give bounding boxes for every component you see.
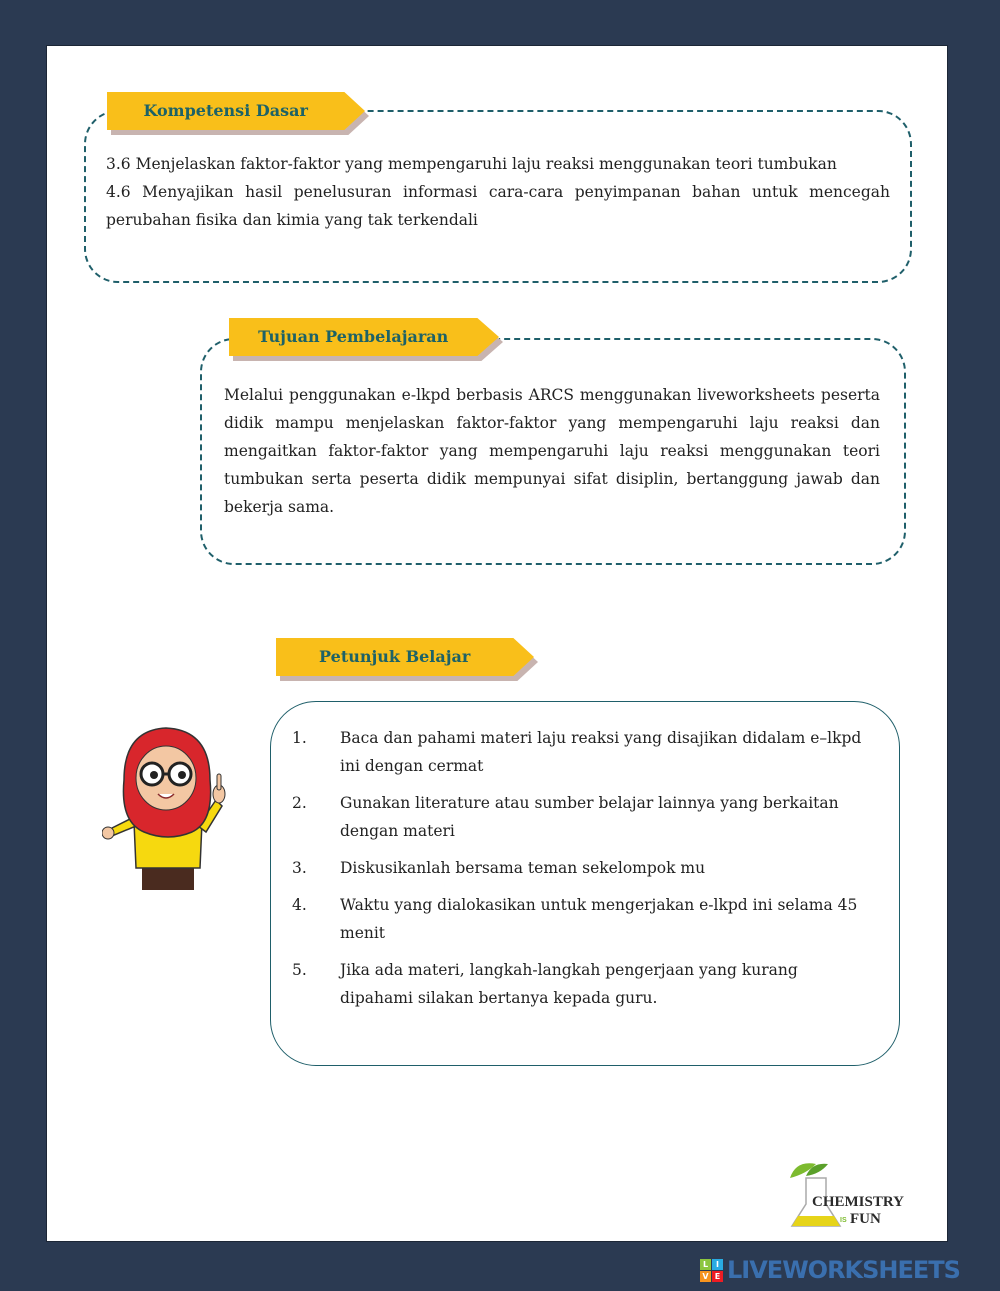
kompetensi-line-2: 4.6 Menyajikan hasil penelusuran informasi cara-cara penyimpanan bahan untuk mencegah perubahan fisika dan kimia yang tak terkendali xyxy=(106,183,890,229)
kompetensi-tag xyxy=(107,92,365,130)
petunjuk-title: Petunjuk Belajar xyxy=(319,647,471,666)
tujuan-title: Tujuan Pembelajaran xyxy=(258,327,449,346)
logo-chemistry-text: CHEMISTRY xyxy=(812,1194,904,1210)
kompetensi-line-1: 3.6 Menjelaskan faktor-faktor yang mempengaruhi laju reaksi menggunakan teori tumbukan xyxy=(106,155,837,173)
student-girl-illustration xyxy=(102,722,232,894)
watermark-text: LIVEWORKSHEETS xyxy=(727,1256,960,1284)
logo-fun-text: FUN xyxy=(850,1211,881,1227)
list-item: 1. Baca dan pahami materi laju reaksi yang disajikan didalam e–lkpd ini dengan cermat xyxy=(292,729,862,775)
petunjuk-tag xyxy=(276,638,534,676)
list-item: 3. Diskusikanlah bersama teman sekelompok mu xyxy=(292,859,706,877)
list-item: 5. Jika ada materi, langkah-langkah pengerjaan yang kurang dipahami silakan bertanya kepada guru. xyxy=(292,961,798,1007)
liveworksheets-watermark xyxy=(700,1256,960,1284)
list-item: 4. Waktu yang dialokasikan untuk mengerjakan e-lkpd ini selama 45 menit xyxy=(292,896,858,942)
liveworksheets-logo-icon: L I V E xyxy=(700,1259,723,1282)
chemistry-is-fun-logo xyxy=(776,1160,916,1230)
logo-is-text: IS xyxy=(840,1217,847,1224)
list-item: 2. Gunakan literature atau sumber belajar lainnya yang berkaitan dengan materi xyxy=(292,794,839,840)
kompetensi-title: Kompetensi Dasar xyxy=(143,101,308,120)
tujuan-text: Melalui penggunakan e-lkpd berbasis ARCS menggunakan liveworksheets peserta didik mampu menjelaskan faktor-faktor yang mempengaruhi laju reaksi dan mengaitkan faktor-faktor yang mempengaruhi laju reaksi menggunakan teori tumbukan serta peserta didik mempunyai sifat disiplin, bertanggung jawab dan bekerja sama. xyxy=(224,386,880,516)
petunjuk-list xyxy=(292,724,862,1021)
kompetensi-text xyxy=(106,150,890,234)
tujuan-tag xyxy=(229,318,499,356)
